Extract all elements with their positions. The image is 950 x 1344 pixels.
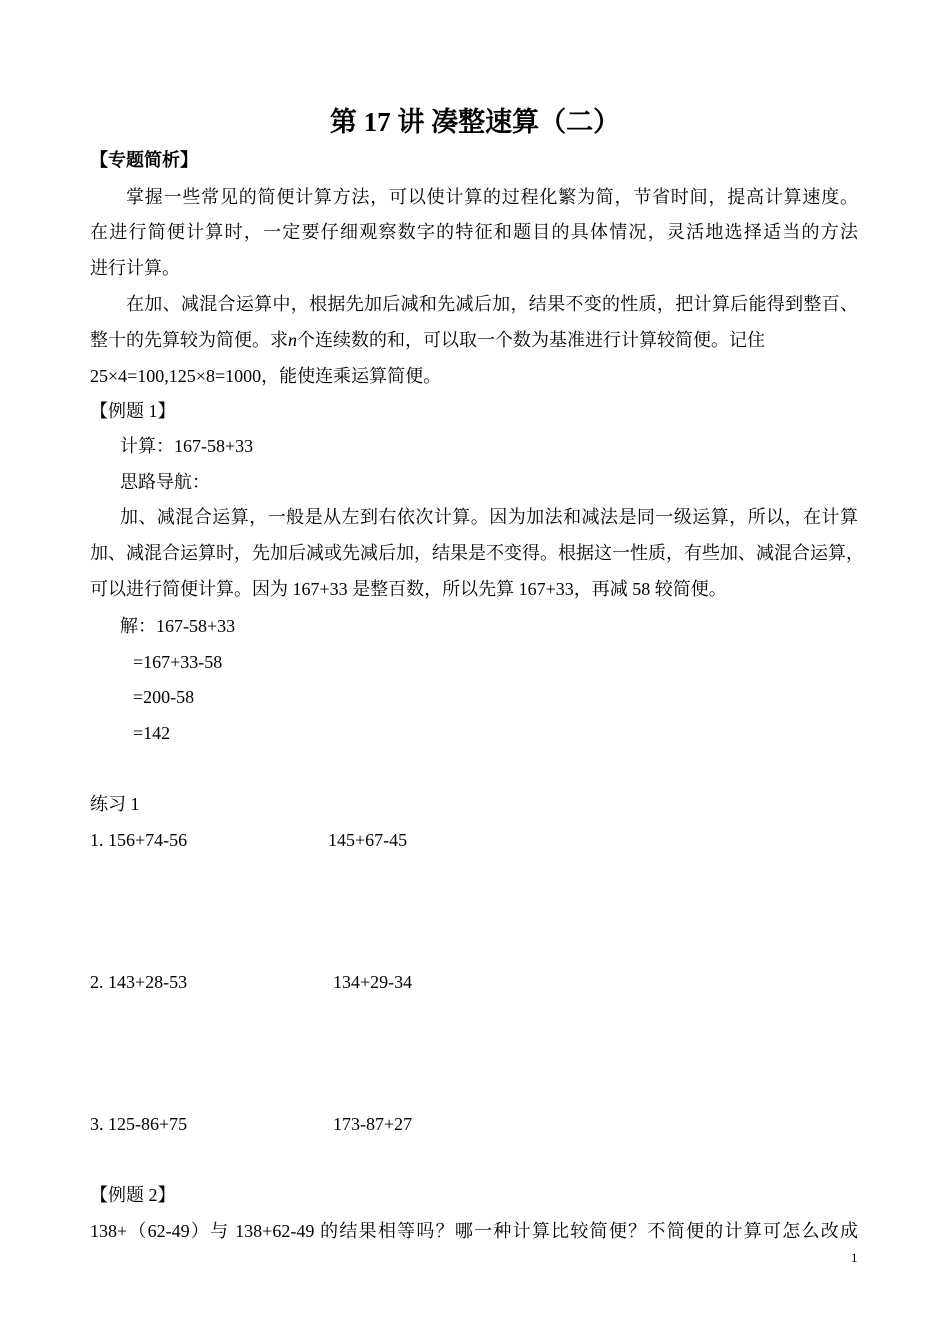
example-1-hint-label: 思路导航：: [120, 472, 210, 492]
example-2-question: 138+（62-49）与 138+62-49 的结果相等吗？哪一种计算比较简便？不简便的计算可怎么改成: [90, 1221, 858, 1241]
practice-item-2-left: 2. 143+28-53: [90, 972, 188, 992]
practice-item-3-right: 173-87+27: [333, 1114, 413, 1134]
intro-paragraph-2-line-2: [90, 328, 765, 352]
variable-n: n: [288, 330, 297, 350]
intro-paragraph-2-text-b: 个连续数的和，可以取一个数为基准进行计算较简便。记住: [297, 330, 765, 350]
example-2-heading: 【例题 2】: [90, 1185, 176, 1205]
example-1-hint-line-3: 可以进行简便计算。因为 167+33 是整百数，所以先算 167+33，再减 58 较简便。: [90, 579, 727, 599]
intro-paragraph-2-line-3: 25×4=100,125×8=1000，能使连乘运算简便。: [90, 366, 442, 386]
intro-heading: 【专题简析】: [90, 150, 198, 170]
example-1-question: 计算：167-58+33: [120, 436, 254, 456]
practice-item-3-left: 3. 125-86+75: [90, 1114, 188, 1134]
intro-paragraph-1-line-1: 掌握一些常见的简便计算方法，可以使计算的过程化繁为简，节省时间，提高计算速度。: [126, 187, 858, 207]
practice-1-heading: 练习 1: [90, 794, 140, 814]
example-1-solution-line-4: =142: [133, 723, 171, 743]
practice-item-1-left: 1. 156+74-56: [90, 830, 188, 850]
intro-paragraph-2-line-1: 在加、减混合运算中，根据先加后减和先减后加，结果不变的性质，把计算后能得到整百、: [126, 294, 858, 314]
intro-paragraph-1-line-3: 进行计算。: [90, 258, 180, 278]
intro-paragraph-2-text-a: 整十的先算较为简便。求: [90, 330, 288, 350]
practice-item-2-right: 134+29-34: [333, 972, 413, 992]
page-title: 第 17 讲 凑整速算（二）: [329, 107, 621, 137]
example-1-solution-line-3: =200-58: [133, 687, 195, 707]
page-number: 1: [851, 1250, 858, 1265]
example-1-hint-line-1: 加、减混合运算，一般是从左到右依次计算。因为加法和减法是同一级运算，所以，在计算: [120, 507, 858, 527]
example-1-solution-line-1: 解：167-58+33: [120, 616, 236, 636]
practice-item-1-right: 145+67-45: [328, 830, 408, 850]
example-1-hint-line-2: 加、减混合运算时，先加后减或先减后加，结果是不变得。根据这一性质，有些加、减混合运算，: [90, 543, 864, 563]
intro-paragraph-1-line-2: 在进行简便计算时，一定要仔细观察数字的特征和题目的具体情况，灵活地选择适当的方法: [90, 222, 858, 242]
example-1-heading: 【例题 1】: [90, 401, 176, 421]
example-1-solution-line-2: =167+33-58: [133, 652, 223, 672]
